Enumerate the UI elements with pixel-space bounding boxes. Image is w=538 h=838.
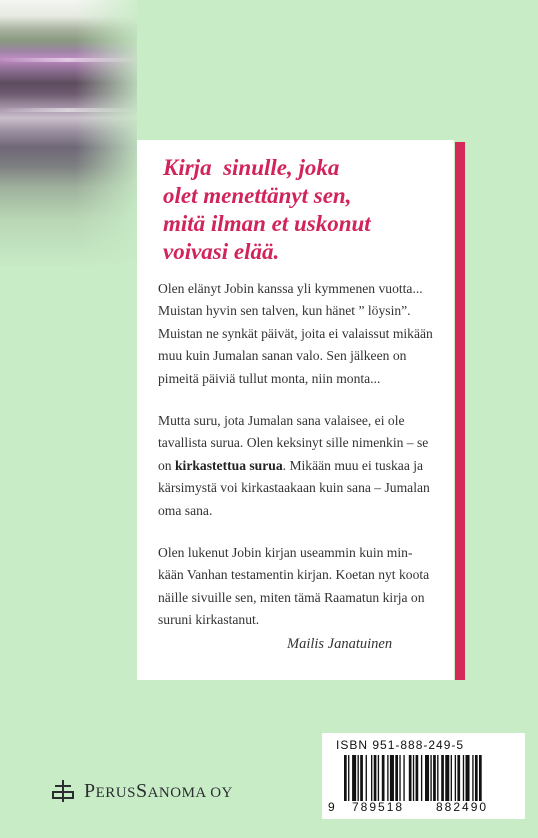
barcode-bar	[371, 755, 372, 801]
barcode-bar	[437, 755, 438, 801]
publisher-name: PERUSSANOMA OY	[84, 779, 233, 802]
text-line: Muistan hyvin sen talven, kun hänet ” löysin”.	[158, 303, 411, 319]
text-line: tavallista surua. Olen keksinyt sille nimenkin – se	[158, 435, 429, 451]
barcode-bar	[466, 755, 470, 801]
barcode-bar	[366, 755, 367, 801]
barcode-bar	[387, 755, 388, 801]
isbn-label: ISBN 951-888-249-5	[336, 738, 465, 752]
barcode-digit-group: 882490	[436, 800, 489, 814]
barcode-bar	[445, 755, 449, 801]
barcode	[344, 755, 514, 801]
publisher-emblem-icon	[50, 778, 76, 804]
text-line	[158, 455, 446, 477]
barcode-bar	[416, 755, 419, 801]
barcode-bar	[451, 755, 452, 801]
barcode-bar	[348, 755, 349, 801]
text-line: Olen lukenut Jobin kirjan useammin kuin min-	[158, 545, 413, 561]
photo-light-streak	[0, 108, 137, 112]
paragraph-1	[158, 278, 446, 390]
barcode-bar	[360, 755, 363, 801]
paragraph-3	[158, 542, 446, 632]
barcode-bar	[463, 755, 464, 801]
photo-light-streak	[0, 58, 137, 62]
text-line: näille sivuille sen, miten tämä Raamatun kirja on	[158, 589, 425, 605]
text-fragment: . Mikään muu ei tuskaa ja	[282, 457, 424, 473]
paragraph-2	[158, 410, 446, 522]
headline-line: olet menettänyt sen,	[163, 183, 352, 208]
headline-line: Kirja sinulle, joka	[163, 155, 340, 180]
barcode-bar	[479, 755, 482, 801]
publisher-logo	[50, 778, 233, 804]
barcode-bar	[382, 755, 385, 801]
barcode-digit-group: 789518	[352, 800, 405, 814]
barcode-bar	[457, 755, 460, 801]
text-line: suruni kirkastanut.	[158, 612, 260, 628]
headline	[163, 154, 453, 266]
text-line: Olen elänyt Jobin kanssa yli kymmenen vuotta...	[158, 281, 423, 296]
barcode-bar	[413, 755, 414, 801]
text-line: kärsimystä voi kirkastaakaan kuin sana – Jumalan	[158, 480, 430, 496]
barcode-bar	[433, 755, 436, 801]
text-line: pimeitä päiviä tullut monta, niin monta...	[158, 370, 381, 386]
barcode-bar	[344, 755, 347, 801]
barcode-bar	[441, 755, 444, 801]
isbn-barcode-box	[322, 733, 525, 819]
text-line: Mutta suru, jota Jumalan sana valaisee, ei ole	[158, 413, 405, 429]
barcode-bar	[399, 755, 400, 801]
barcode-bar	[395, 755, 398, 801]
text-line: Muistan ne synkät päivät, joita ei valaissut mikään	[158, 325, 433, 341]
barcode-bar	[378, 755, 379, 801]
barcode-bar	[352, 755, 356, 801]
accent-bar	[455, 142, 465, 680]
barcode-bar	[421, 755, 422, 801]
barcode-digit-group: 9	[328, 800, 335, 814]
barcode-bar	[374, 755, 377, 801]
headline-line: mitä ilman et uskonut	[163, 211, 371, 236]
cover-photo	[0, 0, 137, 268]
emphasis-text: kirkastettua surua	[175, 457, 283, 473]
barcode-bar	[390, 755, 394, 801]
text-fragment: on	[158, 457, 175, 473]
author-signature: Mailis Janatuinen	[287, 636, 393, 652]
barcode-bar	[425, 755, 429, 801]
barcode-bar	[430, 755, 431, 801]
text-line: oma sana.	[158, 502, 213, 518]
barcode-bar	[475, 755, 478, 801]
barcode-bar	[472, 755, 473, 801]
headline-line: voivasi elää.	[163, 239, 280, 264]
text-line: kään Vanhan testamentin kirjan. Koetan nyt koota	[158, 567, 430, 583]
barcode-bar	[455, 755, 456, 801]
barcode-bar	[409, 755, 412, 801]
blurb-text	[158, 278, 446, 652]
barcode-bar	[403, 755, 404, 801]
text-line: muu kuin Jumalan sanan valo. Sen jälkeen on	[158, 348, 407, 364]
barcode-bar	[358, 755, 359, 801]
